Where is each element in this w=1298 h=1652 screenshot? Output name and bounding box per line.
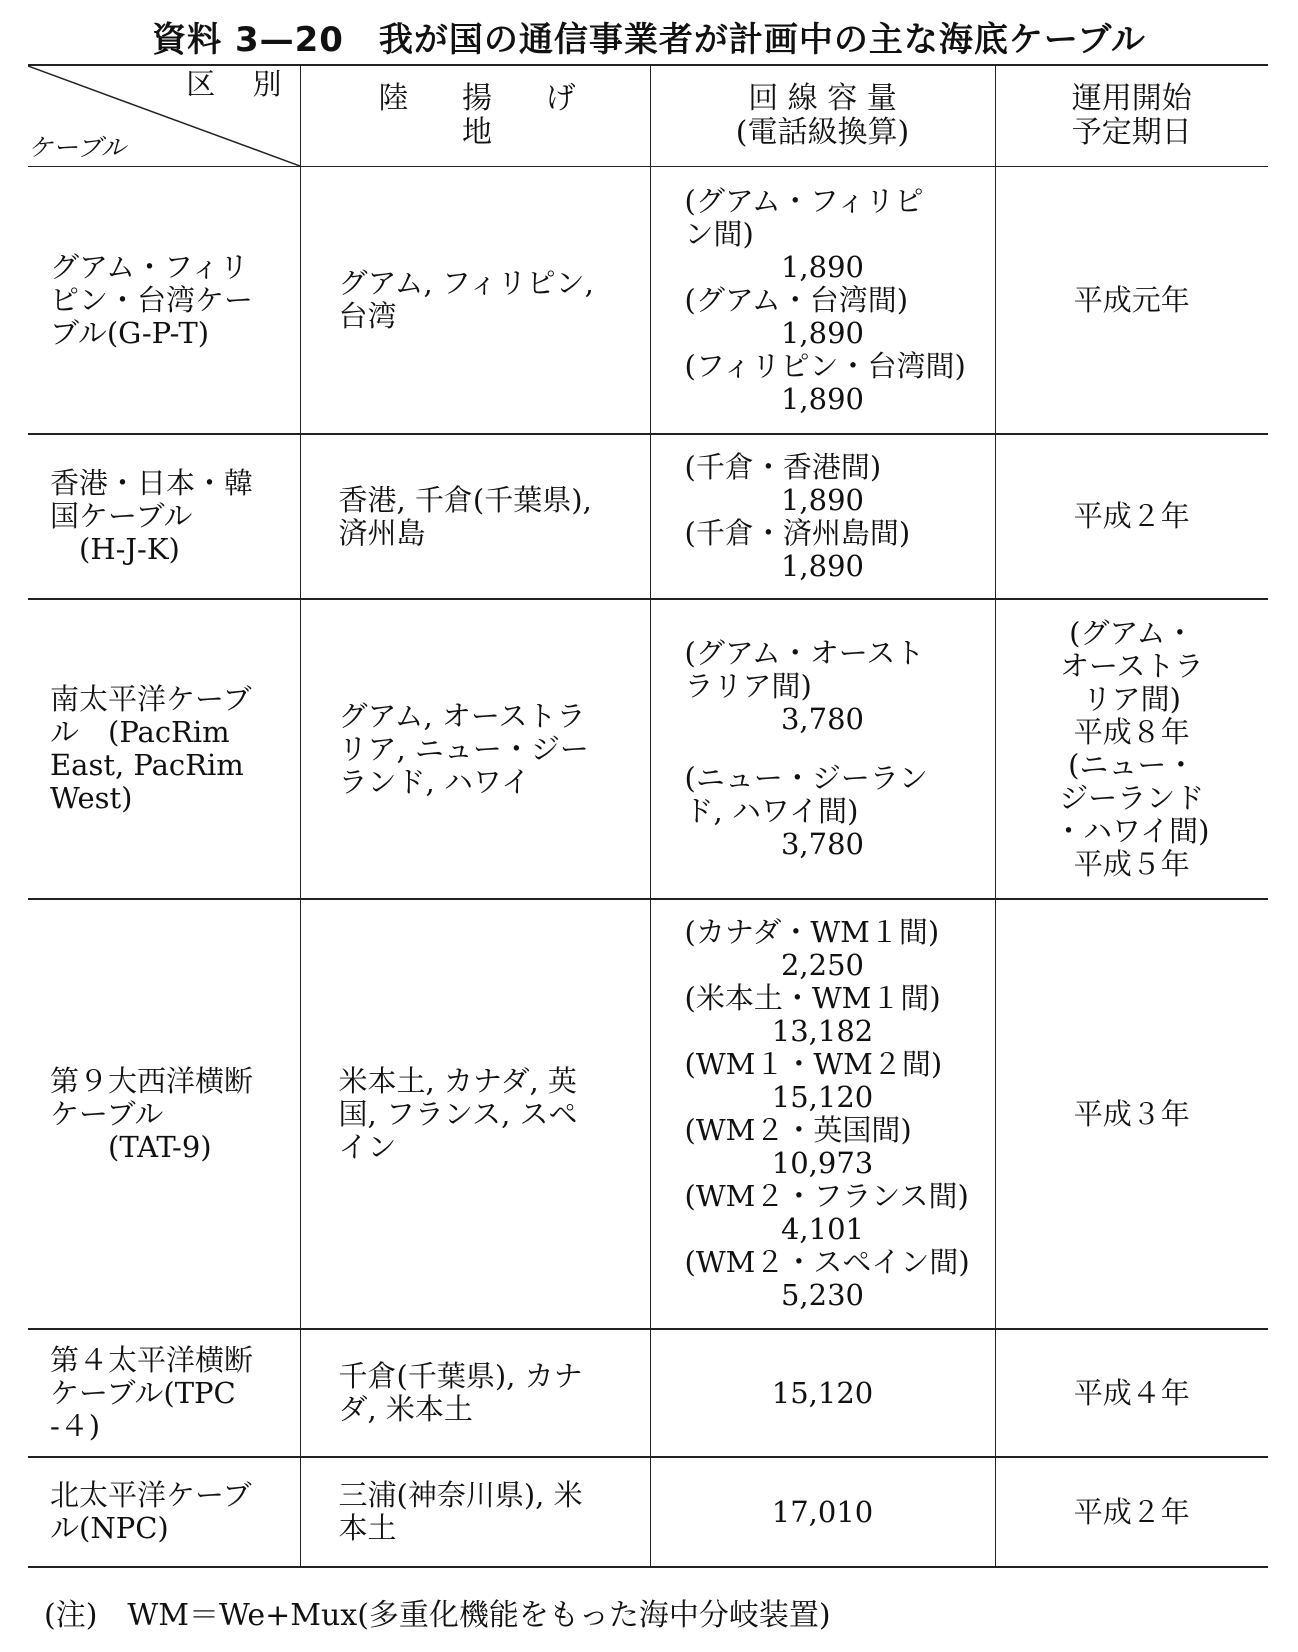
capacity-value: 15,120 xyxy=(650,1329,995,1457)
footnote: (注) WM＝We+Mux(多重化機能をもった海中分岐装置) xyxy=(44,1598,831,1633)
capacity-label: (カナダ・WM１間) xyxy=(684,915,940,949)
capacity-value: 5,230 xyxy=(780,1278,865,1312)
header-kubetsu: 区 別 xyxy=(186,67,296,101)
header-start-line1: 運用開始 xyxy=(1071,81,1192,116)
capacity-cell xyxy=(650,599,995,899)
capacity-label: (米本土・WM１間) xyxy=(684,981,941,1015)
capacity-cell xyxy=(650,434,995,599)
header-capacity xyxy=(650,65,995,167)
capacity-label: (グアム・フィリピ ン間) xyxy=(684,183,924,251)
capacity-value: 3,780 xyxy=(780,827,865,861)
spacer xyxy=(651,736,995,762)
capacity-value: 1,890 xyxy=(780,482,865,517)
capacity-cell xyxy=(650,899,995,1329)
capacity-label: (WM２・英国間) xyxy=(684,1113,912,1147)
start-date: (グアム・ オーストラ リア間) 平成８年 (ニュー・ ジーランド ・ハワイ間) 平成５年 xyxy=(995,599,1268,899)
landing-points: グアム, オーストラ リア, ニュー・ジー ランド, ハワイ xyxy=(300,599,650,899)
header-start-line2: 予定期日 xyxy=(1071,115,1192,150)
start-date: 平成２年 xyxy=(995,1457,1268,1567)
start-date: 平成４年 xyxy=(995,1329,1268,1457)
header-cable: ケーブル xyxy=(28,133,126,162)
table-row xyxy=(28,1329,1268,1457)
table-row xyxy=(28,899,1268,1329)
capacity-label: (千倉・済州島間) xyxy=(684,515,911,550)
capacity-value: 17,010 xyxy=(650,1457,995,1567)
capacity-label: (WM１・WM２間) xyxy=(684,1047,943,1081)
page-title: 資料 3—20 我が国の通信事業者が計画中の主な海底ケーブル xyxy=(152,20,1146,60)
landing-points: 米本土, カナダ, 英 国, フランス, スペ イン xyxy=(300,899,650,1329)
capacity-label: (フィリピン・台湾間) xyxy=(684,348,966,383)
landing-points: 千倉(千葉県), カナ ダ, 米本土 xyxy=(300,1329,650,1457)
start-date: 平成元年 xyxy=(995,167,1268,435)
capacity-label: (ニュー・ジーラン ド, ハワイ間) xyxy=(684,761,928,828)
capacity-label: (グアム・オースト ラリア間) xyxy=(684,636,925,703)
capacity-label: (WM２・フランス間) xyxy=(684,1179,969,1213)
header-diagonal-cell xyxy=(28,65,300,167)
cable-name: 香港・日本・韓 国ケーブル (H-J-K) xyxy=(28,434,300,599)
table-row xyxy=(28,167,1268,435)
capacity-value: 3,780 xyxy=(780,702,865,736)
start-date: 平成３年 xyxy=(995,899,1268,1329)
header-capacity-sub: (電話級換算) xyxy=(735,115,910,150)
capacity-value: 10,973 xyxy=(771,1146,874,1180)
capacity-value: 13,182 xyxy=(771,1014,874,1048)
capacity-label: (千倉・香港間) xyxy=(684,449,882,484)
table-row xyxy=(28,434,1268,599)
capacity-value: 1,890 xyxy=(780,548,865,583)
capacity-label: (WM２・スペイン間) xyxy=(684,1245,970,1279)
table-row xyxy=(28,1457,1268,1567)
capacity-value: 1,890 xyxy=(780,381,865,416)
capacity-value: 15,120 xyxy=(771,1080,874,1114)
capacity-value: 1,890 xyxy=(780,249,865,284)
cable-name: 第４太平洋横断 ケーブル(TPC -４) xyxy=(28,1329,300,1457)
header-landing: 陸 揚 げ 地 xyxy=(300,65,650,167)
capacity-value: 2,250 xyxy=(780,948,865,982)
landing-points: 三浦(神奈川県), 米 本土 xyxy=(300,1457,650,1567)
header-capacity-title: 回 線 容 量 xyxy=(748,81,897,116)
table-header-row xyxy=(28,65,1268,167)
cable-name: 南太平洋ケーブ ル (PacRim East, PacRim West) xyxy=(28,599,300,899)
landing-points: 香港, 千倉(千葉県), 済州島 xyxy=(300,434,650,599)
header-start xyxy=(995,65,1268,167)
capacity-value: 1,890 xyxy=(780,315,865,350)
landing-points: グアム, フィリピン, 台湾 xyxy=(300,167,650,435)
cable-name: 北太平洋ケーブ ル(NPC) xyxy=(28,1457,300,1567)
capacity-cell xyxy=(650,167,995,435)
start-date: 平成２年 xyxy=(995,434,1268,599)
cable-name: 第９大西洋横断 ケーブル (TAT-9) xyxy=(28,899,300,1329)
capacity-value: 4,101 xyxy=(780,1212,865,1246)
capacity-label: (グアム・台湾間) xyxy=(684,282,909,317)
cable-table xyxy=(28,64,1268,1568)
cable-name: グアム・フィリ ピン・台湾ケー ブル(G-P-T) xyxy=(28,167,300,435)
table-row xyxy=(28,599,1268,899)
